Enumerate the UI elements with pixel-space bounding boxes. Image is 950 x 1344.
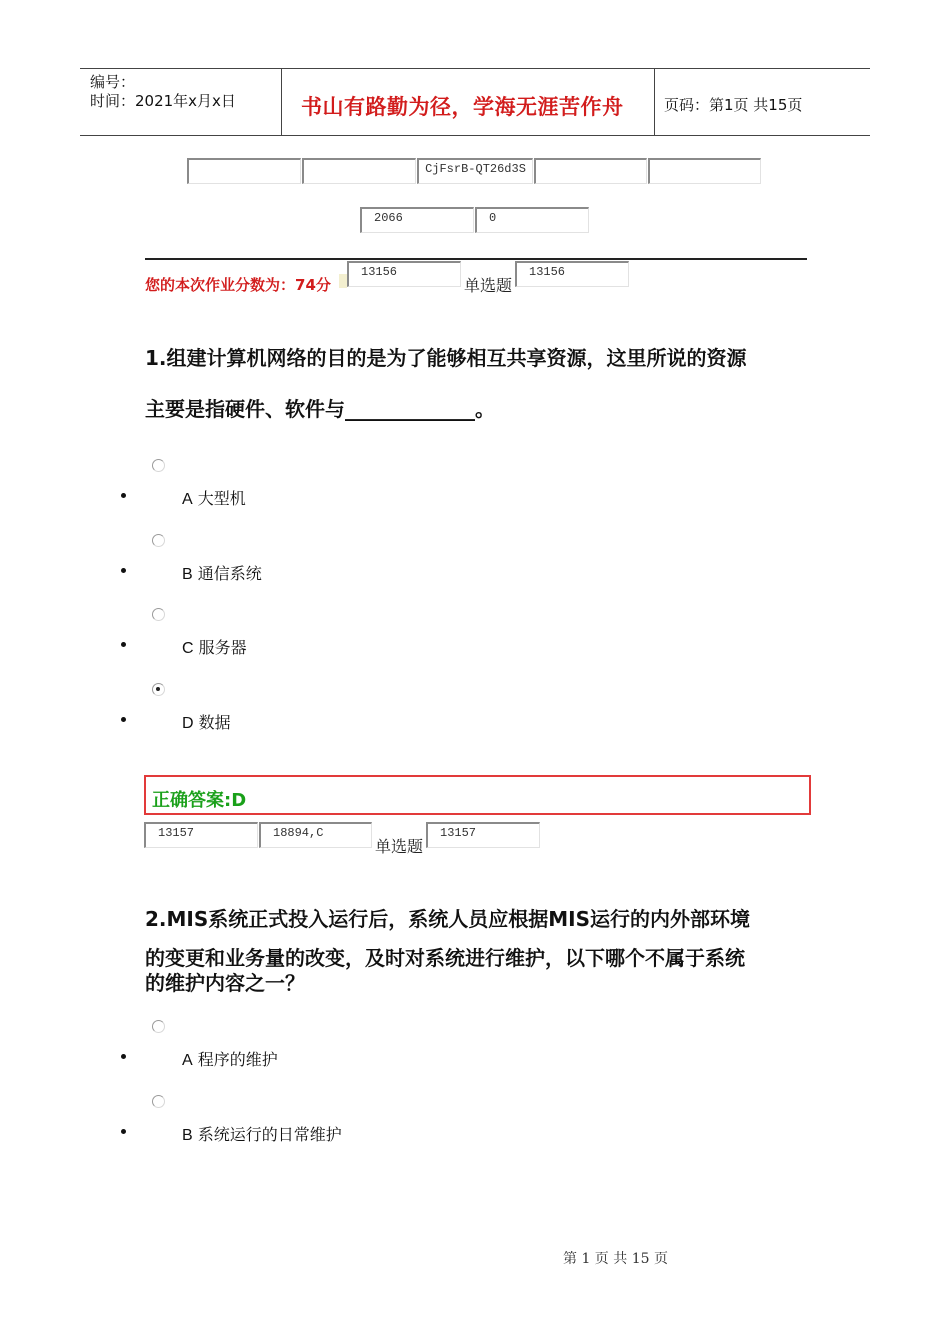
page-footer: 第 1 页 共 15 页: [563, 1251, 668, 1267]
q1-option-c-text: 服务器: [198, 638, 247, 657]
q1-option-a-text: 大型机: [197, 489, 246, 508]
radio-selected-dot: [156, 687, 160, 691]
header-top-rule: [80, 68, 870, 69]
question-1-line-2: 主要是指硬件、软件与_____________。: [145, 397, 495, 421]
q1-option-c-letter: C: [182, 640, 194, 657]
q2-option-a-letter: A: [182, 1052, 193, 1069]
q1-option-c-bullet: [121, 642, 126, 647]
score-field-a[interactable]: 13156: [347, 261, 461, 287]
q2-option-b-text: 系统运行的日常维护: [197, 1125, 342, 1144]
q1-option-c-radio[interactable]: [152, 608, 165, 621]
score-text: 您的本次作业分数为：74分: [145, 276, 331, 294]
top-field-4[interactable]: [534, 158, 647, 184]
mid-field-1[interactable]: 2066: [360, 207, 474, 233]
q1-option-d-letter: D: [182, 715, 194, 732]
q1-option-a-letter: A: [182, 491, 193, 508]
score-marker: [339, 274, 347, 288]
q1-option-b-letter: B: [182, 566, 193, 583]
q2-option-b-radio[interactable]: [152, 1095, 165, 1108]
q1-option-a-radio[interactable]: [152, 459, 165, 472]
q1-option-d-text: 数据: [198, 713, 231, 732]
q1-option-a-bullet: [121, 493, 126, 498]
score-field-b[interactable]: 13156: [515, 261, 629, 287]
header-divider-right: [654, 68, 655, 136]
q2-option-a-radio[interactable]: [152, 1020, 165, 1033]
q2-option-b-bullet: [121, 1129, 126, 1134]
q1-meta-field-3[interactable]: 13157: [426, 822, 540, 848]
q1-answer-text: 正确答案:D: [152, 790, 247, 811]
score-type-label: 单选题: [464, 276, 513, 295]
mid-field-2[interactable]: 0: [475, 207, 589, 233]
top-field-3[interactable]: CjFsrB-QT26d3S: [417, 158, 533, 184]
header-bottom-rule: [80, 135, 870, 136]
q1-option-d-radio-selected[interactable]: [152, 683, 165, 696]
top-field-2[interactable]: [302, 158, 416, 184]
q1-answer-box: [144, 775, 811, 815]
question-2-line-3: 的维护内容之一？: [145, 971, 305, 995]
q2-option-b[interactable]: [182, 1122, 342, 1145]
header-page-info: 页码：第1页 共15页: [664, 96, 803, 114]
q1-option-b-bullet: [121, 568, 126, 573]
header-divider-left: [281, 68, 282, 136]
q1-meta-field-2[interactable]: 18894,C: [259, 822, 372, 848]
q1-option-d[interactable]: [182, 710, 231, 733]
q2-option-a-text: 程序的维护: [197, 1050, 278, 1069]
question-1-line-1: 1.组建计算机网络的目的是为了能够相互共享资源，这里所说的资源: [145, 346, 747, 370]
q1-option-d-bullet: [121, 717, 126, 722]
top-field-1[interactable]: [187, 158, 301, 184]
q2-option-a[interactable]: [182, 1047, 278, 1070]
q1-option-b[interactable]: [182, 561, 262, 584]
q1-option-b-text: 通信系统: [197, 564, 262, 583]
question-2-line-2: 的变更和业务量的改变，及时对系统进行维护，以下哪个不属于系统: [145, 946, 745, 970]
header-motto: 书山有路勤为径，学海无涯苦作舟: [301, 94, 624, 119]
header-number-label: 编号：: [90, 73, 136, 91]
q2-option-a-bullet: [121, 1054, 126, 1059]
q1-option-a[interactable]: [182, 486, 246, 509]
header-time-label: 时间：2021年x月x日: [90, 92, 236, 110]
q1-meta-field-1[interactable]: 13157: [144, 822, 258, 848]
q2-option-b-letter: B: [182, 1127, 193, 1144]
q1-option-c[interactable]: [182, 635, 247, 658]
top-field-5[interactable]: [648, 158, 761, 184]
question-2-line-1: 2.MIS系统正式投入运行后，系统人员应根据MIS运行的内外部环境: [145, 907, 751, 931]
q1-option-b-radio[interactable]: [152, 534, 165, 547]
section-rule: [145, 258, 807, 260]
q1-meta-type-label: 单选题: [375, 837, 424, 856]
